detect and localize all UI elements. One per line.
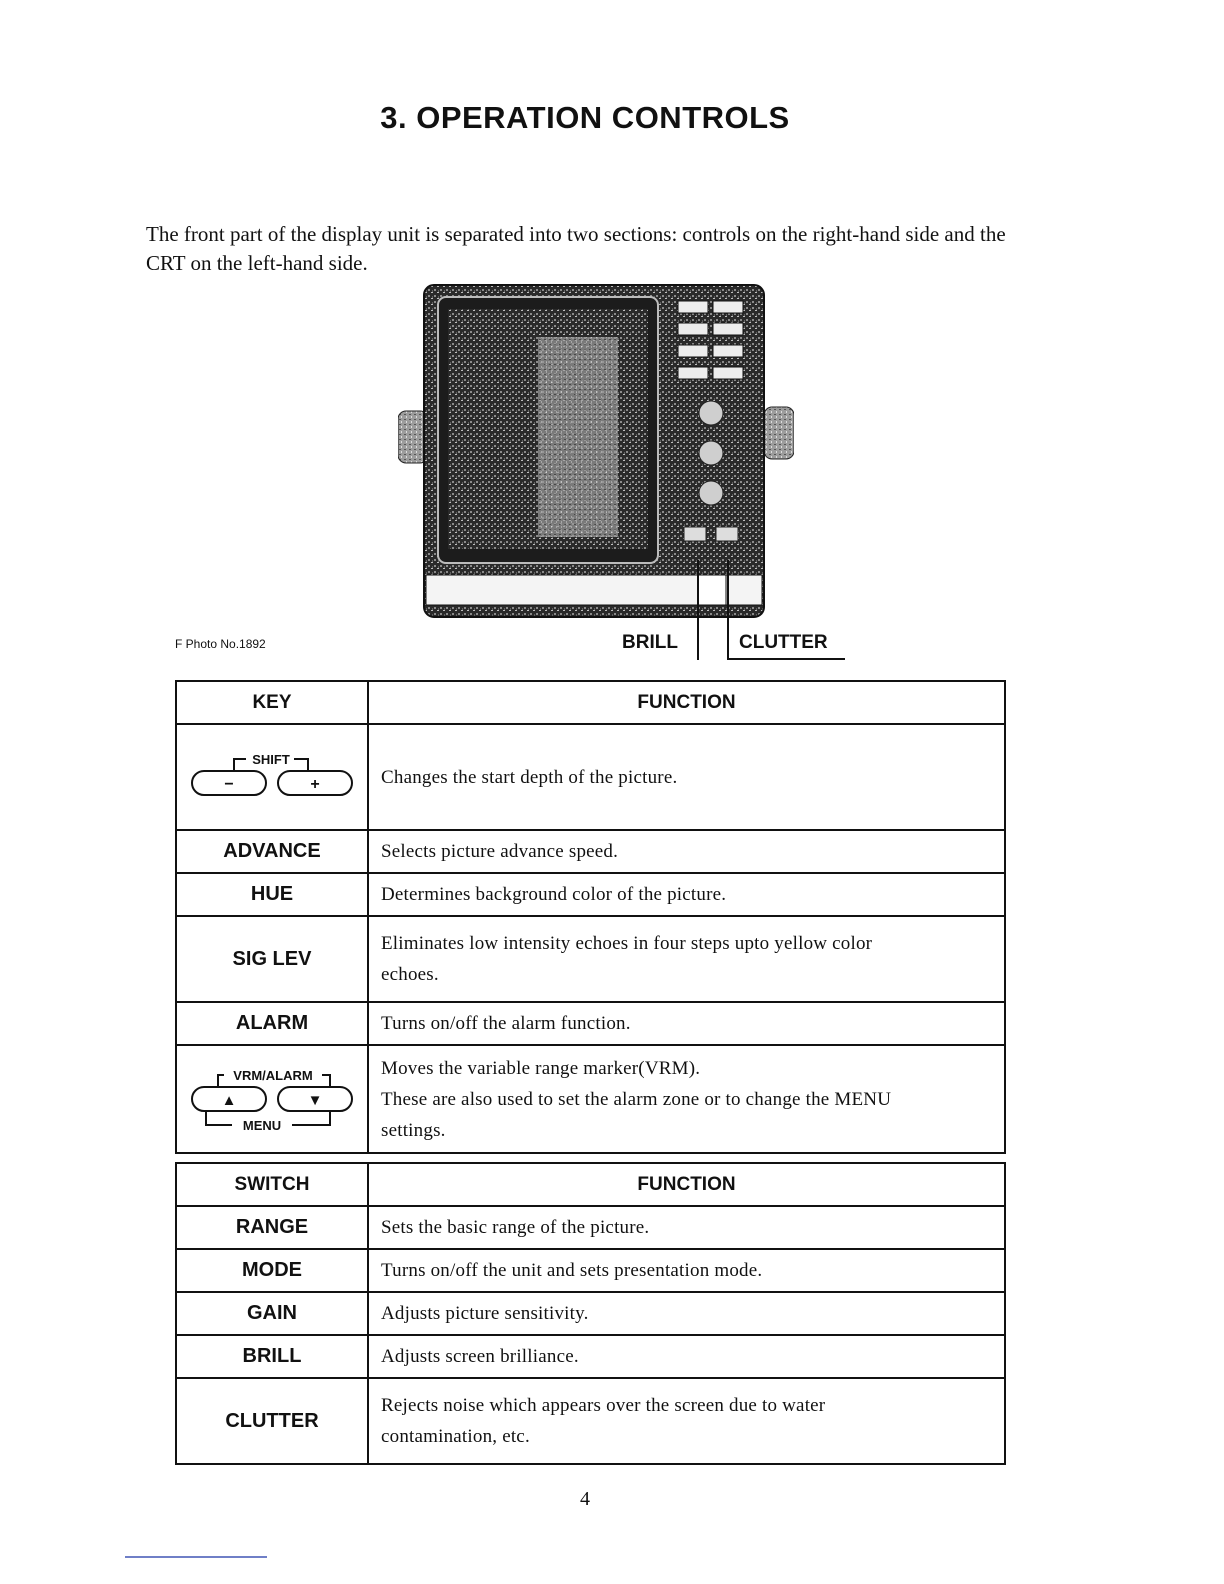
clutter-callout-underline	[727, 658, 845, 660]
key-name: HUE	[176, 873, 368, 916]
up-triangle-icon: ▲	[221, 1092, 237, 1109]
vrm-alarm-key-graphic	[184, 1053, 360, 1139]
function-cell: Determines background color of the picture.	[368, 873, 1005, 916]
table-row	[176, 1292, 1005, 1335]
clutter-callout-label: CLUTTER	[739, 632, 828, 653]
switch-name: BRILL	[176, 1335, 368, 1378]
function-cell: Adjusts picture sensitivity.	[368, 1292, 1005, 1335]
brill-callout-label: BRILL	[622, 632, 678, 653]
switch-function-table	[175, 1162, 1006, 1465]
clutter-callout-line	[727, 560, 729, 660]
key-function-table	[175, 680, 1006, 1154]
photo-caption: F Photo No.1892	[175, 637, 266, 651]
key-name: ADVANCE	[176, 830, 368, 873]
switch-column-header: SWITCH	[176, 1163, 368, 1206]
table-row	[176, 873, 1005, 916]
switch-name: CLUTTER	[176, 1378, 368, 1464]
plus-symbol: +	[310, 776, 320, 793]
function-cell: Selects picture advance speed.	[368, 830, 1005, 873]
table-row	[176, 1249, 1005, 1292]
intro-paragraph: The front part of the display unit is separated into two sections: controls on the right-hand side and the CRT on the left-hand side.	[146, 222, 1006, 275]
key-name: ALARM	[176, 1002, 368, 1045]
table-row	[176, 1206, 1005, 1249]
switch-name: GAIN	[176, 1292, 368, 1335]
vrm-alarm-key-cell	[176, 1045, 368, 1153]
switch-name: RANGE	[176, 1206, 368, 1249]
vrm-alarm-label: VRM/ALARM	[233, 1068, 313, 1083]
function-cell: Eliminates low intensity echoes in four steps upto yellow color echoes.	[368, 916, 1005, 1002]
table-row	[176, 1002, 1005, 1045]
brill-callout-line	[697, 560, 699, 660]
down-triangle-icon: ▼	[307, 1092, 323, 1109]
shift-label: SHIFT	[252, 752, 290, 767]
switch-table-header	[176, 1163, 1005, 1206]
shift-key-graphic	[184, 743, 360, 805]
function-column-header: FUNCTION	[368, 681, 1005, 724]
function-cell: Adjusts screen brilliance.	[368, 1335, 1005, 1378]
page-number: 4	[580, 1488, 590, 1510]
function-cell: Moves the variable range marker(VRM). These are also used to set the alarm zone or to change the MENU settings.	[368, 1045, 1005, 1153]
table-row	[176, 724, 1005, 830]
bottom-rule	[125, 1556, 267, 1558]
table-row	[176, 916, 1005, 1002]
page-title: 3. OPERATION CONTROLS	[380, 100, 790, 135]
function-cell: Turns on/off the unit and sets presentation mode.	[368, 1249, 1005, 1292]
table-row	[176, 1045, 1005, 1153]
table-row	[176, 1335, 1005, 1378]
function-cell: Rejects noise which appears over the screen due to water contamination, etc.	[368, 1378, 1005, 1464]
function-cell: Turns on/off the alarm function.	[368, 1002, 1005, 1045]
key-column-header: KEY	[176, 681, 368, 724]
table-row	[176, 830, 1005, 873]
key-name: SIG LEV	[176, 916, 368, 1002]
key-table-header	[176, 681, 1005, 724]
switch-name: MODE	[176, 1249, 368, 1292]
table-row	[176, 1378, 1005, 1464]
minus-symbol: −	[224, 776, 234, 793]
shift-key-cell	[176, 724, 368, 830]
function-cell: Sets the basic range of the picture.	[368, 1206, 1005, 1249]
menu-label: MENU	[242, 1118, 282, 1133]
function-cell: Changes the start depth of the picture.	[368, 724, 1005, 830]
function-column-header: FUNCTION	[368, 1163, 1005, 1206]
display-unit-photo	[398, 283, 794, 621]
